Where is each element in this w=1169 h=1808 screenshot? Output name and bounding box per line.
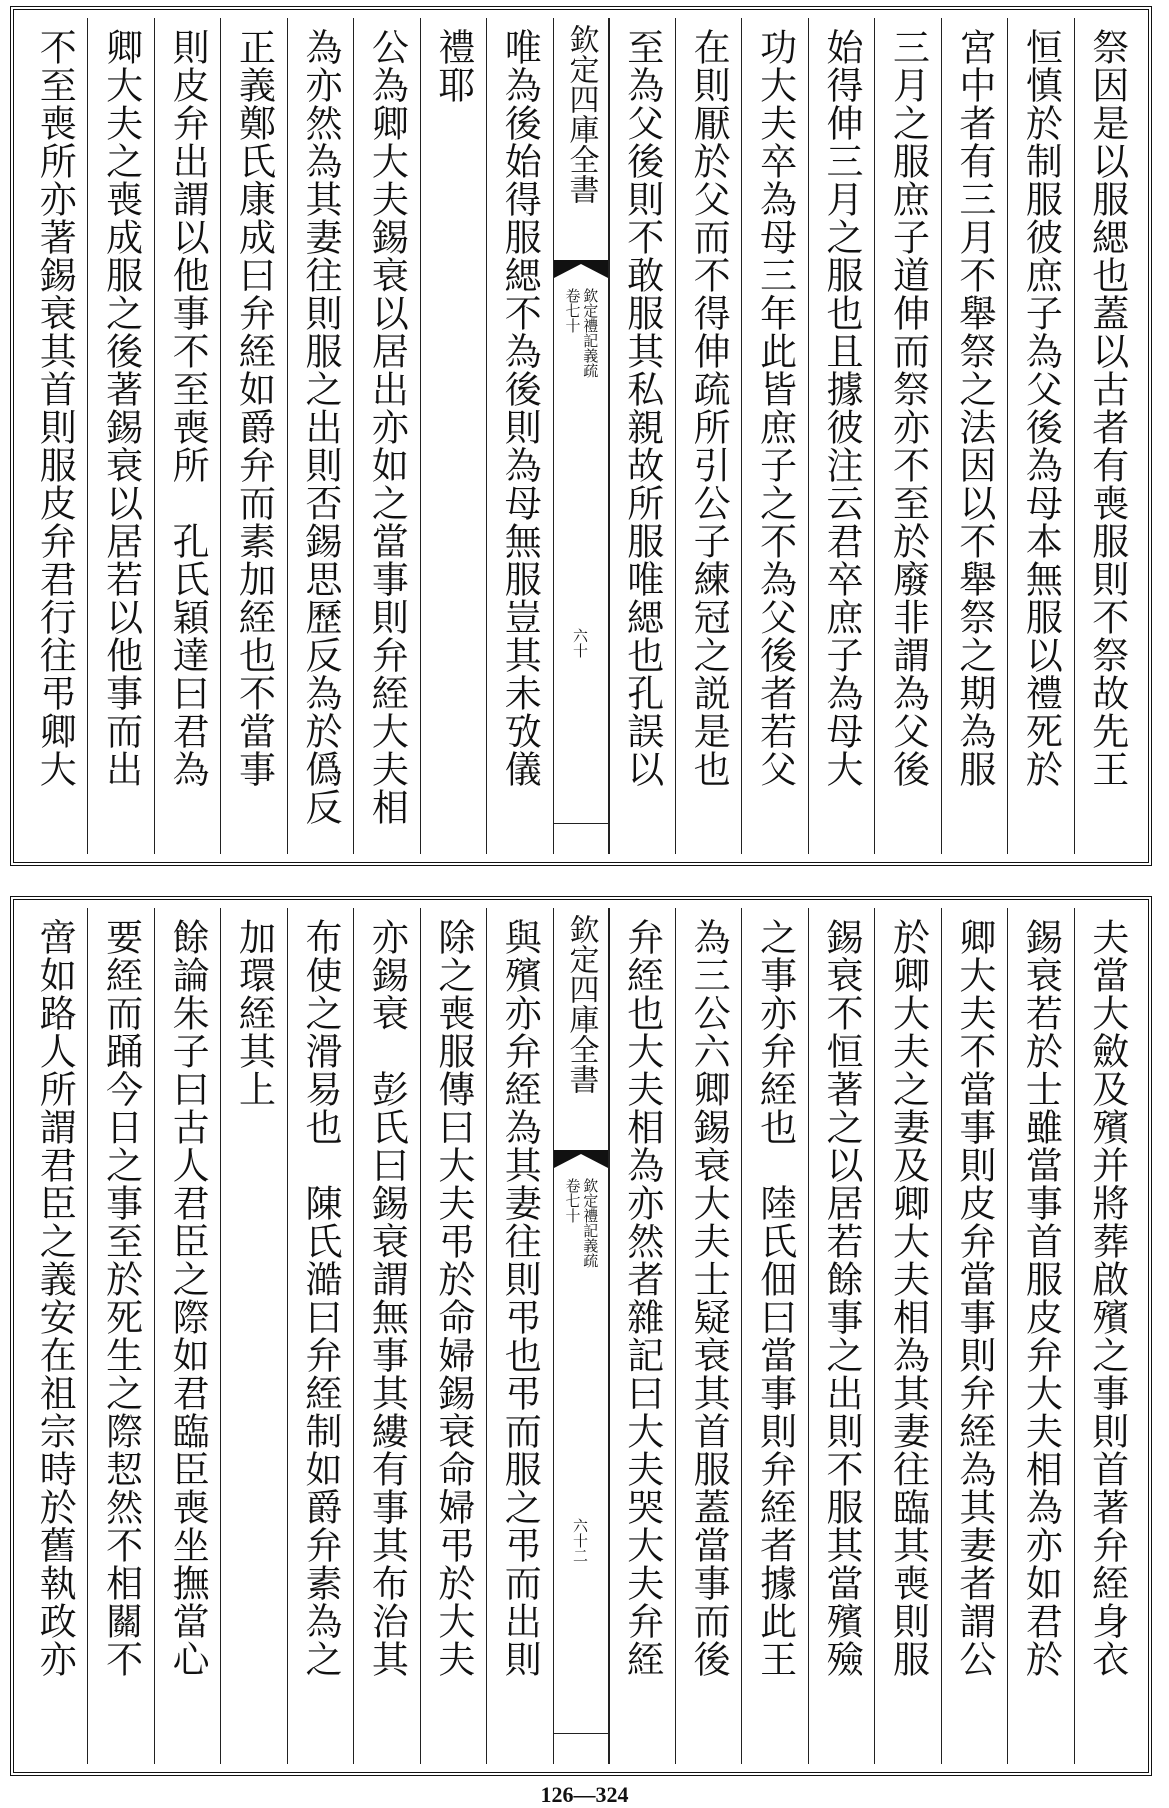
- bottom-page: [10, 896, 1152, 1776]
- text-column: 卿大夫之喪成服之後著錫衰以居若以他事而出: [87, 18, 153, 854]
- text-column: 公為卿大夫錫衰以居出亦如之當事則弁絰大夫相: [353, 18, 419, 854]
- text-column: 正義鄭氏康成曰弁絰如爵弁而素加絰也不當事: [220, 18, 286, 854]
- scan-page-number: 126—324: [540, 1782, 629, 1807]
- text-column: 則皮弁出謂以他事不至喪所 孔氏穎達曰君為: [154, 18, 220, 854]
- text-column: 於卿大夫之妻及卿大夫相為其妻往臨其喪則服: [874, 908, 940, 1764]
- text-column: 卿大夫不當事則皮弁當事則弁絰為其妻者謂公: [941, 908, 1007, 1764]
- text-column: 亦錫衰 彭氏曰錫衰謂無事其縷有事其布治其: [353, 908, 419, 1764]
- text-column: 錫衰若於士雖當事首服皮弁大夫相為亦如君於: [1007, 908, 1073, 1764]
- book-title: 欽定四庫全書: [563, 914, 599, 1094]
- text-column: 功大夫卒為母三年此皆庶子之不為父後者若父: [741, 18, 807, 854]
- text-column: 餘論朱子曰古人君臣之際如君臨臣喪坐撫當心: [154, 908, 220, 1764]
- text-column: 始得伸三月之服也且據彼注云君卒庶子為母大: [808, 18, 874, 854]
- page-number: 六十: [571, 628, 589, 658]
- text-column: 禮耶: [420, 18, 486, 854]
- text-column: 唯為後始得服緦不為後則為母無服豈其未攷儀: [486, 18, 552, 854]
- top-columns: [22, 18, 1140, 854]
- bottom-columns: [22, 908, 1140, 1764]
- top-page: [10, 6, 1152, 866]
- text-column: 啻如路人所謂君臣之義安在祖宗時於舊執政亦: [33, 918, 77, 1678]
- volume-label: 卷七十: [563, 288, 582, 333]
- book-title: 欽定四庫全書: [563, 24, 599, 204]
- text-column: 在則厭於父而不得伸疏所引公子練冠之説是也: [675, 18, 741, 854]
- center-margin: [553, 908, 609, 1764]
- text-column: 要絰而踊今日之事至於死生之際恝然不相關不: [87, 908, 153, 1764]
- volume-label: 卷七十: [563, 1178, 582, 1223]
- chapter-label: [564, 1178, 598, 1268]
- text-column: 之事亦弁絰也 陸氏佃曰當事則弁絰者據此王: [741, 908, 807, 1764]
- text-column: 三月之服庶子道伸而祭亦不至於廢非謂為父後: [874, 18, 940, 854]
- text-column: 為亦然為其妻往則服之出則否錫思歷反為於僞反: [287, 18, 353, 854]
- text-column: 至為父後則不敢服其私親故所服唯緦也孔誤以: [609, 18, 675, 854]
- text-column: 不至喪所亦著錫衰其首則服皮弁君行往弔卿大: [33, 28, 77, 788]
- fish-tail-mark: [554, 260, 608, 278]
- sub-title: 欽定禮記義疏: [581, 288, 600, 378]
- text-column: 祭因是以服緦也蓋以古者有喪服則不祭故先王: [1074, 18, 1140, 854]
- text-column: 除之喪服傳曰大夫弔於命婦錫衰命婦弔於大夫: [420, 908, 486, 1764]
- center-margin: [553, 18, 609, 854]
- text-column: 加環絰其上: [220, 908, 286, 1764]
- text-column: 為三公六卿錫衰大夫士疑衰其首服蓋當事而後: [675, 908, 741, 1764]
- text-column: 布使之滑易也 陳氏澔曰弁絰制如爵弁素為之: [287, 908, 353, 1764]
- chapter-label: [564, 288, 598, 378]
- text-column: 與殯亦弁絰為其妻往則弔也弔而服之弔而出則: [486, 908, 552, 1764]
- center-rule: [554, 1733, 608, 1734]
- fish-tail-mark: [554, 1150, 608, 1168]
- sub-title: 欽定禮記義疏: [581, 1178, 600, 1268]
- text-column: 恒慎於制服彼庶子為父後為母本無服以禮死於: [1007, 18, 1073, 854]
- text-column: 錫衰不恒著之以居若餘事之出則不服其當殯殮: [808, 908, 874, 1764]
- text-column: 宮中者有三月不舉祭之法因以不舉祭之期為服: [941, 18, 1007, 854]
- text-column: 夫當大斂及殯并將葬啟殯之事則首著弁絰身衣: [1074, 908, 1140, 1764]
- text-column: 弁絰也大夫相為亦然者雜記曰大夫哭大夫弁絰: [609, 908, 675, 1764]
- page-number: 六十二: [571, 1518, 589, 1563]
- center-rule: [554, 823, 608, 824]
